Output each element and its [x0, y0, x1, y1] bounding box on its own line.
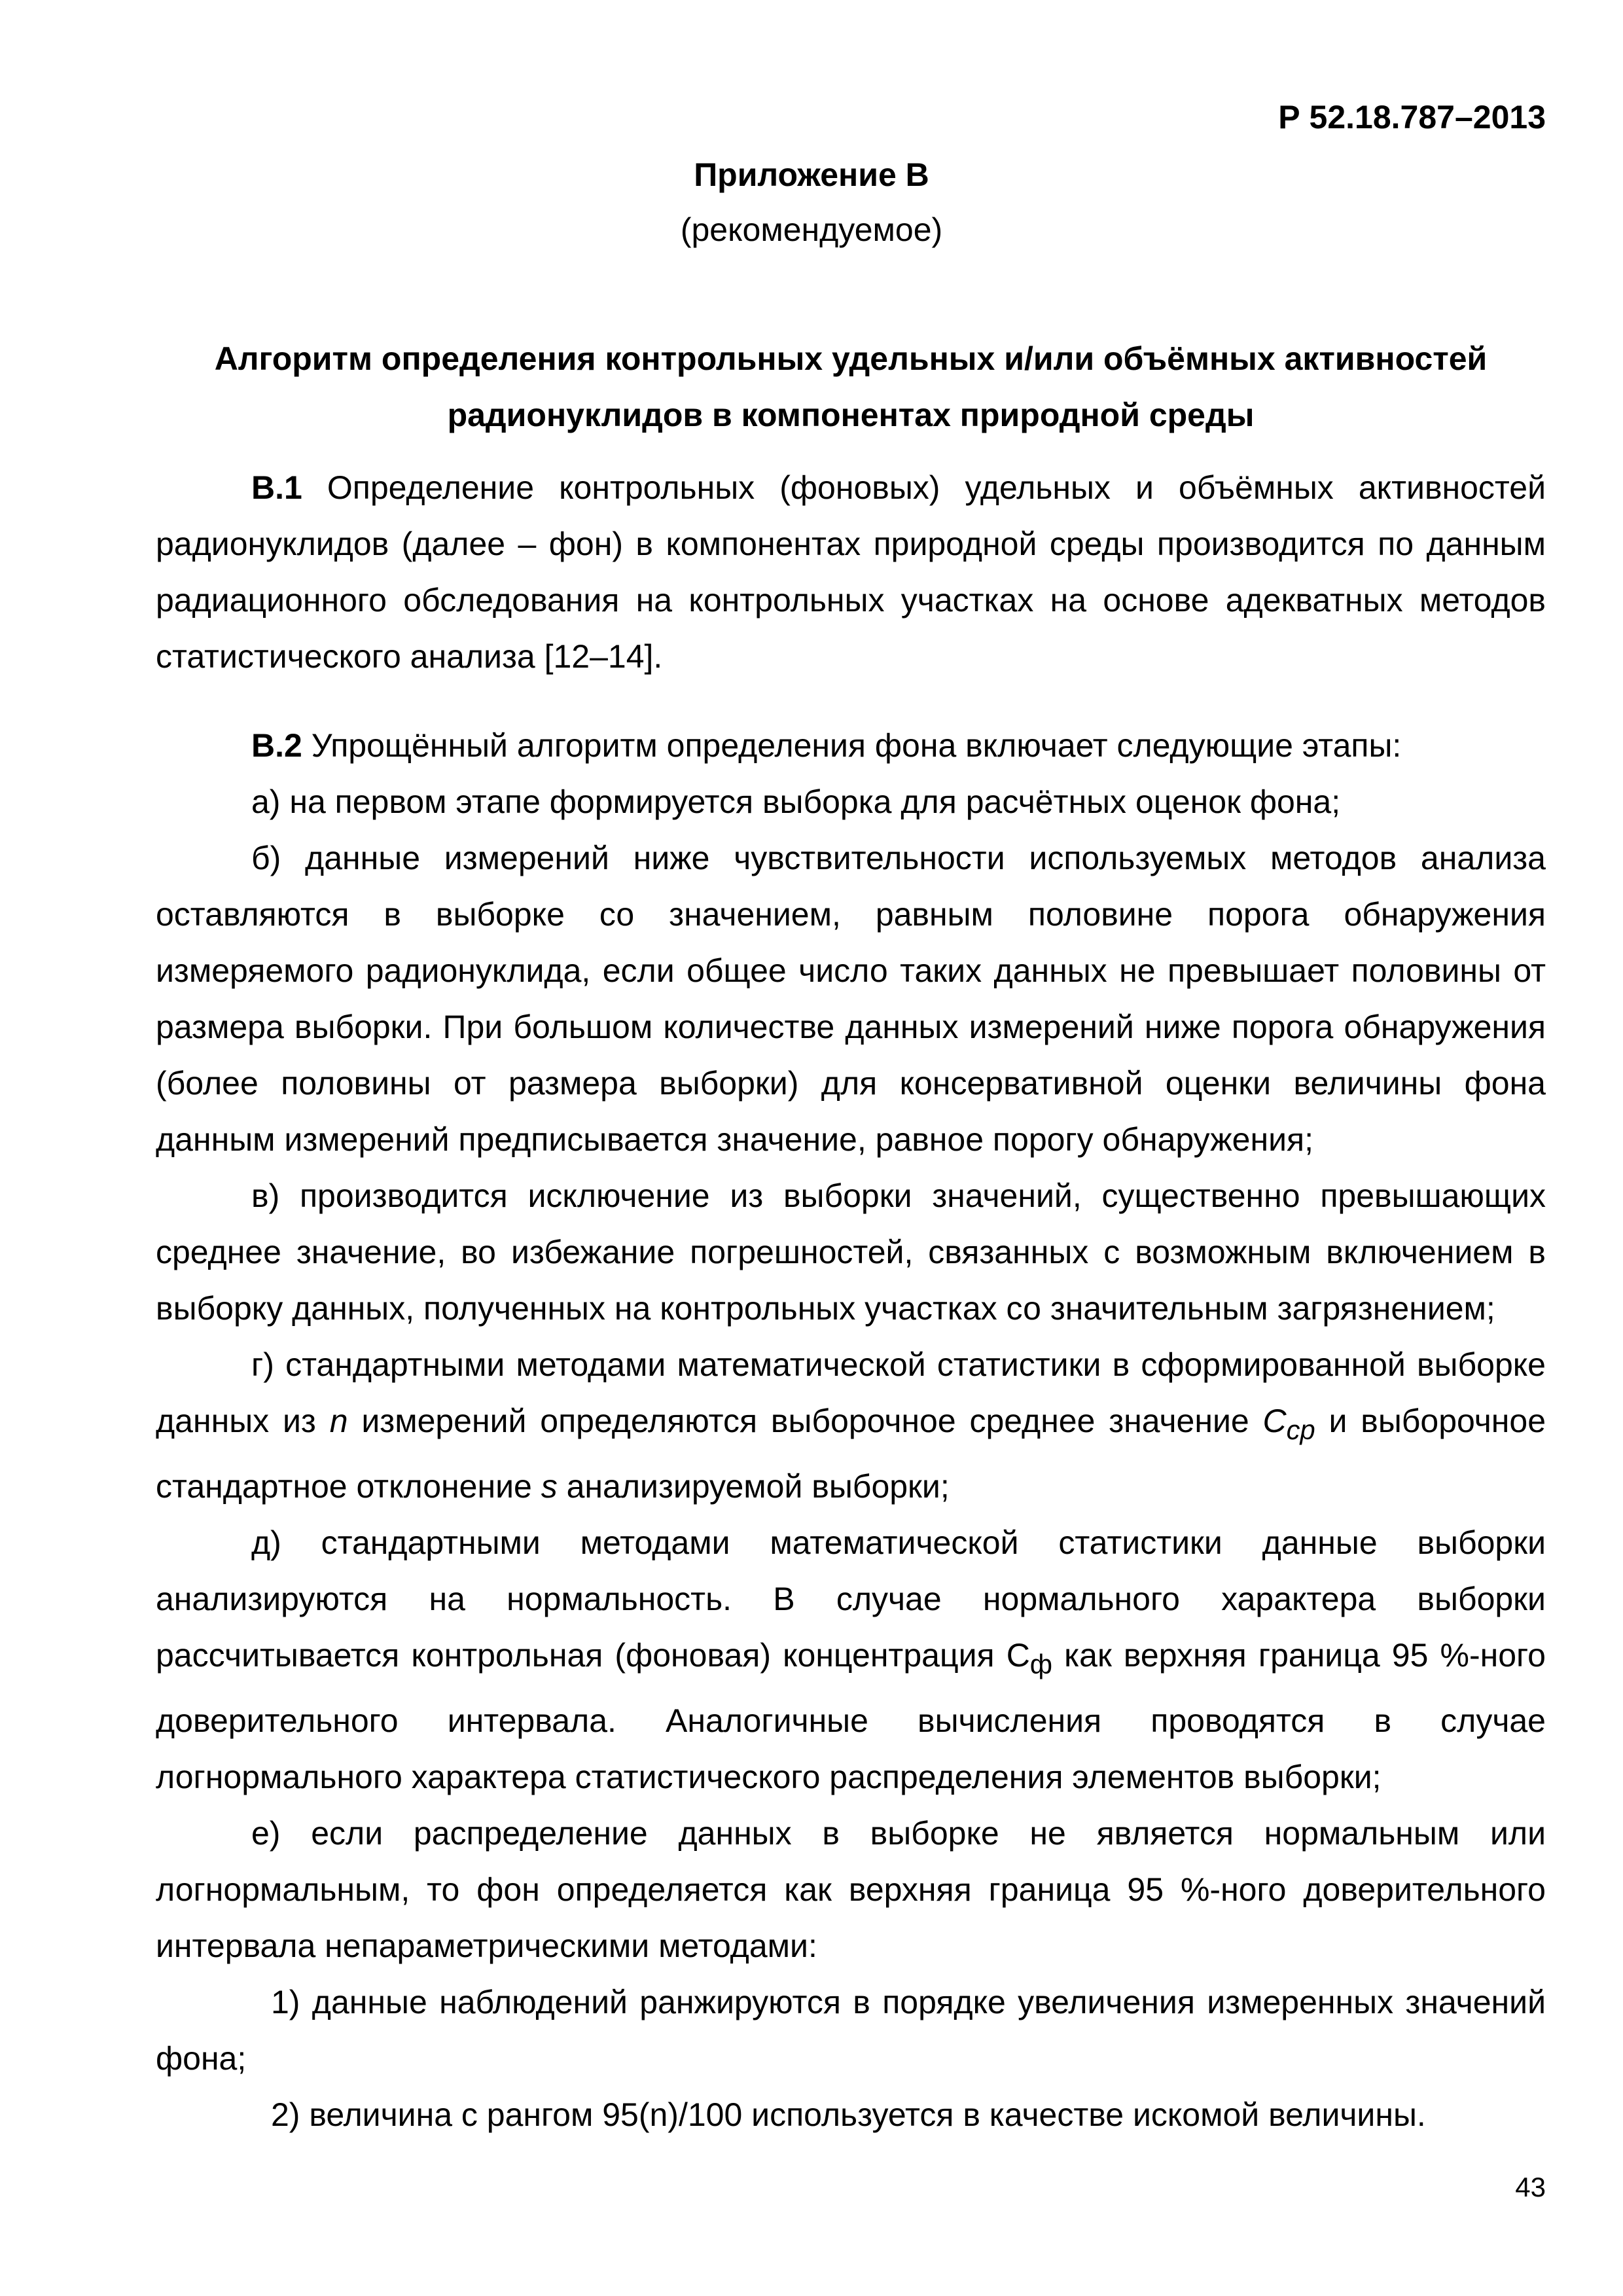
page-number: 43: [1515, 2172, 1546, 2202]
variable-n: n: [329, 1403, 348, 1439]
text-run: г) стандартными методами математической статистики в сформированной выборке данных из: [156, 1346, 1546, 1439]
appendix-title: Приложение В: [694, 156, 929, 193]
list-item-g: [156, 1336, 1546, 1515]
heading-line-1: Алгоритм определения контрольных удельных и/или объёмных активностей: [214, 340, 1488, 377]
clause-number: В.1: [251, 469, 302, 506]
paragraph-text: Определение контрольных (фоновых) удельных и объёмных активностей радионуклидов (далее – фон) в компонентах природной среды производится по данным радиационного обследования на контрольных участках на основе адекватных методов статистического анализа [12–14].: [156, 469, 1546, 675]
text-run: д) стандартными методами математической статистики данные выборки анализируются на нормальность. В случае нормального характера выборки рассчитывается контрольная (фоновая) концентрация С: [156, 1524, 1546, 1674]
heading-line-2: радионуклидов в компонентах природной среды: [447, 397, 1255, 433]
clause-number: В.2: [251, 727, 302, 764]
list-item-b: б) данные измерений ниже чувствительности используемых методов анализа оставляются в выборке со значением, равным половине порога обнаружения измеряемого радионуклида, если общее число таких данных не превышает половины от размера выборки. При большом количестве данных измерений ниже порога обнаружения (более половины от размера выборки) для консервативной оценки величины фона данным измерений предписывается значение, равное порогу обнаружения;: [156, 840, 1546, 1158]
list-item-v: в) производится исключение из выборки значений, существенно превышающих среднее значение, во избежание погрешностей, связанных с возможным включением в выборку данных, полученных на контрольных участках со значительным загрязнением;: [156, 1177, 1546, 1327]
section-heading: [157, 331, 1544, 443]
appendix-subtitle: (рекомендуемое): [680, 211, 943, 248]
paragraph-b2: [156, 717, 1546, 774]
sub-item-2: 2) величина с рангом 95(n)/100 используется в качестве искомой величины.: [271, 2096, 1426, 2133]
variable-c-subscript: ср: [1286, 1414, 1315, 1445]
document-number: Р 52.18.787–2013: [1278, 99, 1546, 135]
sub-item-1: 1) данные наблюдений ранжируются в порядке увеличения измеренных значений фона;: [156, 1984, 1546, 2077]
document-body: [156, 459, 1546, 2143]
text-run: анализируемой выборки;: [557, 1468, 950, 1505]
list-item-a: а) на первом этапе формируется выборка для расчётных оценок фона;: [251, 783, 1341, 820]
list-item-e: е) если распределение данных в выборке не является нормальным или логнормальным, то фон определяется как верхняя граница 95 %-ного доверительного интервала непараметрическими методами:: [156, 1815, 1546, 1964]
text-run: как верхняя граница 95 %-ного доверительного интервала. Аналогичные вычисления проводятся в случае логнормального характера статистического распределения элементов выборки;: [156, 1637, 1546, 1795]
subscript-f: ф: [1029, 1649, 1053, 1679]
variable-s: s: [541, 1468, 558, 1505]
paragraph-text: Упрощённый алгоритм определения фона включает следующие этапы:: [302, 727, 1402, 764]
variable-c: C: [1262, 1403, 1287, 1439]
paragraph-b1: [156, 459, 1546, 685]
list-item-d: [156, 1515, 1546, 1805]
text-run: измерений определяются выборочное среднее значение: [348, 1403, 1263, 1439]
text-run: и выборочное стандартное отклонение: [156, 1403, 1546, 1505]
